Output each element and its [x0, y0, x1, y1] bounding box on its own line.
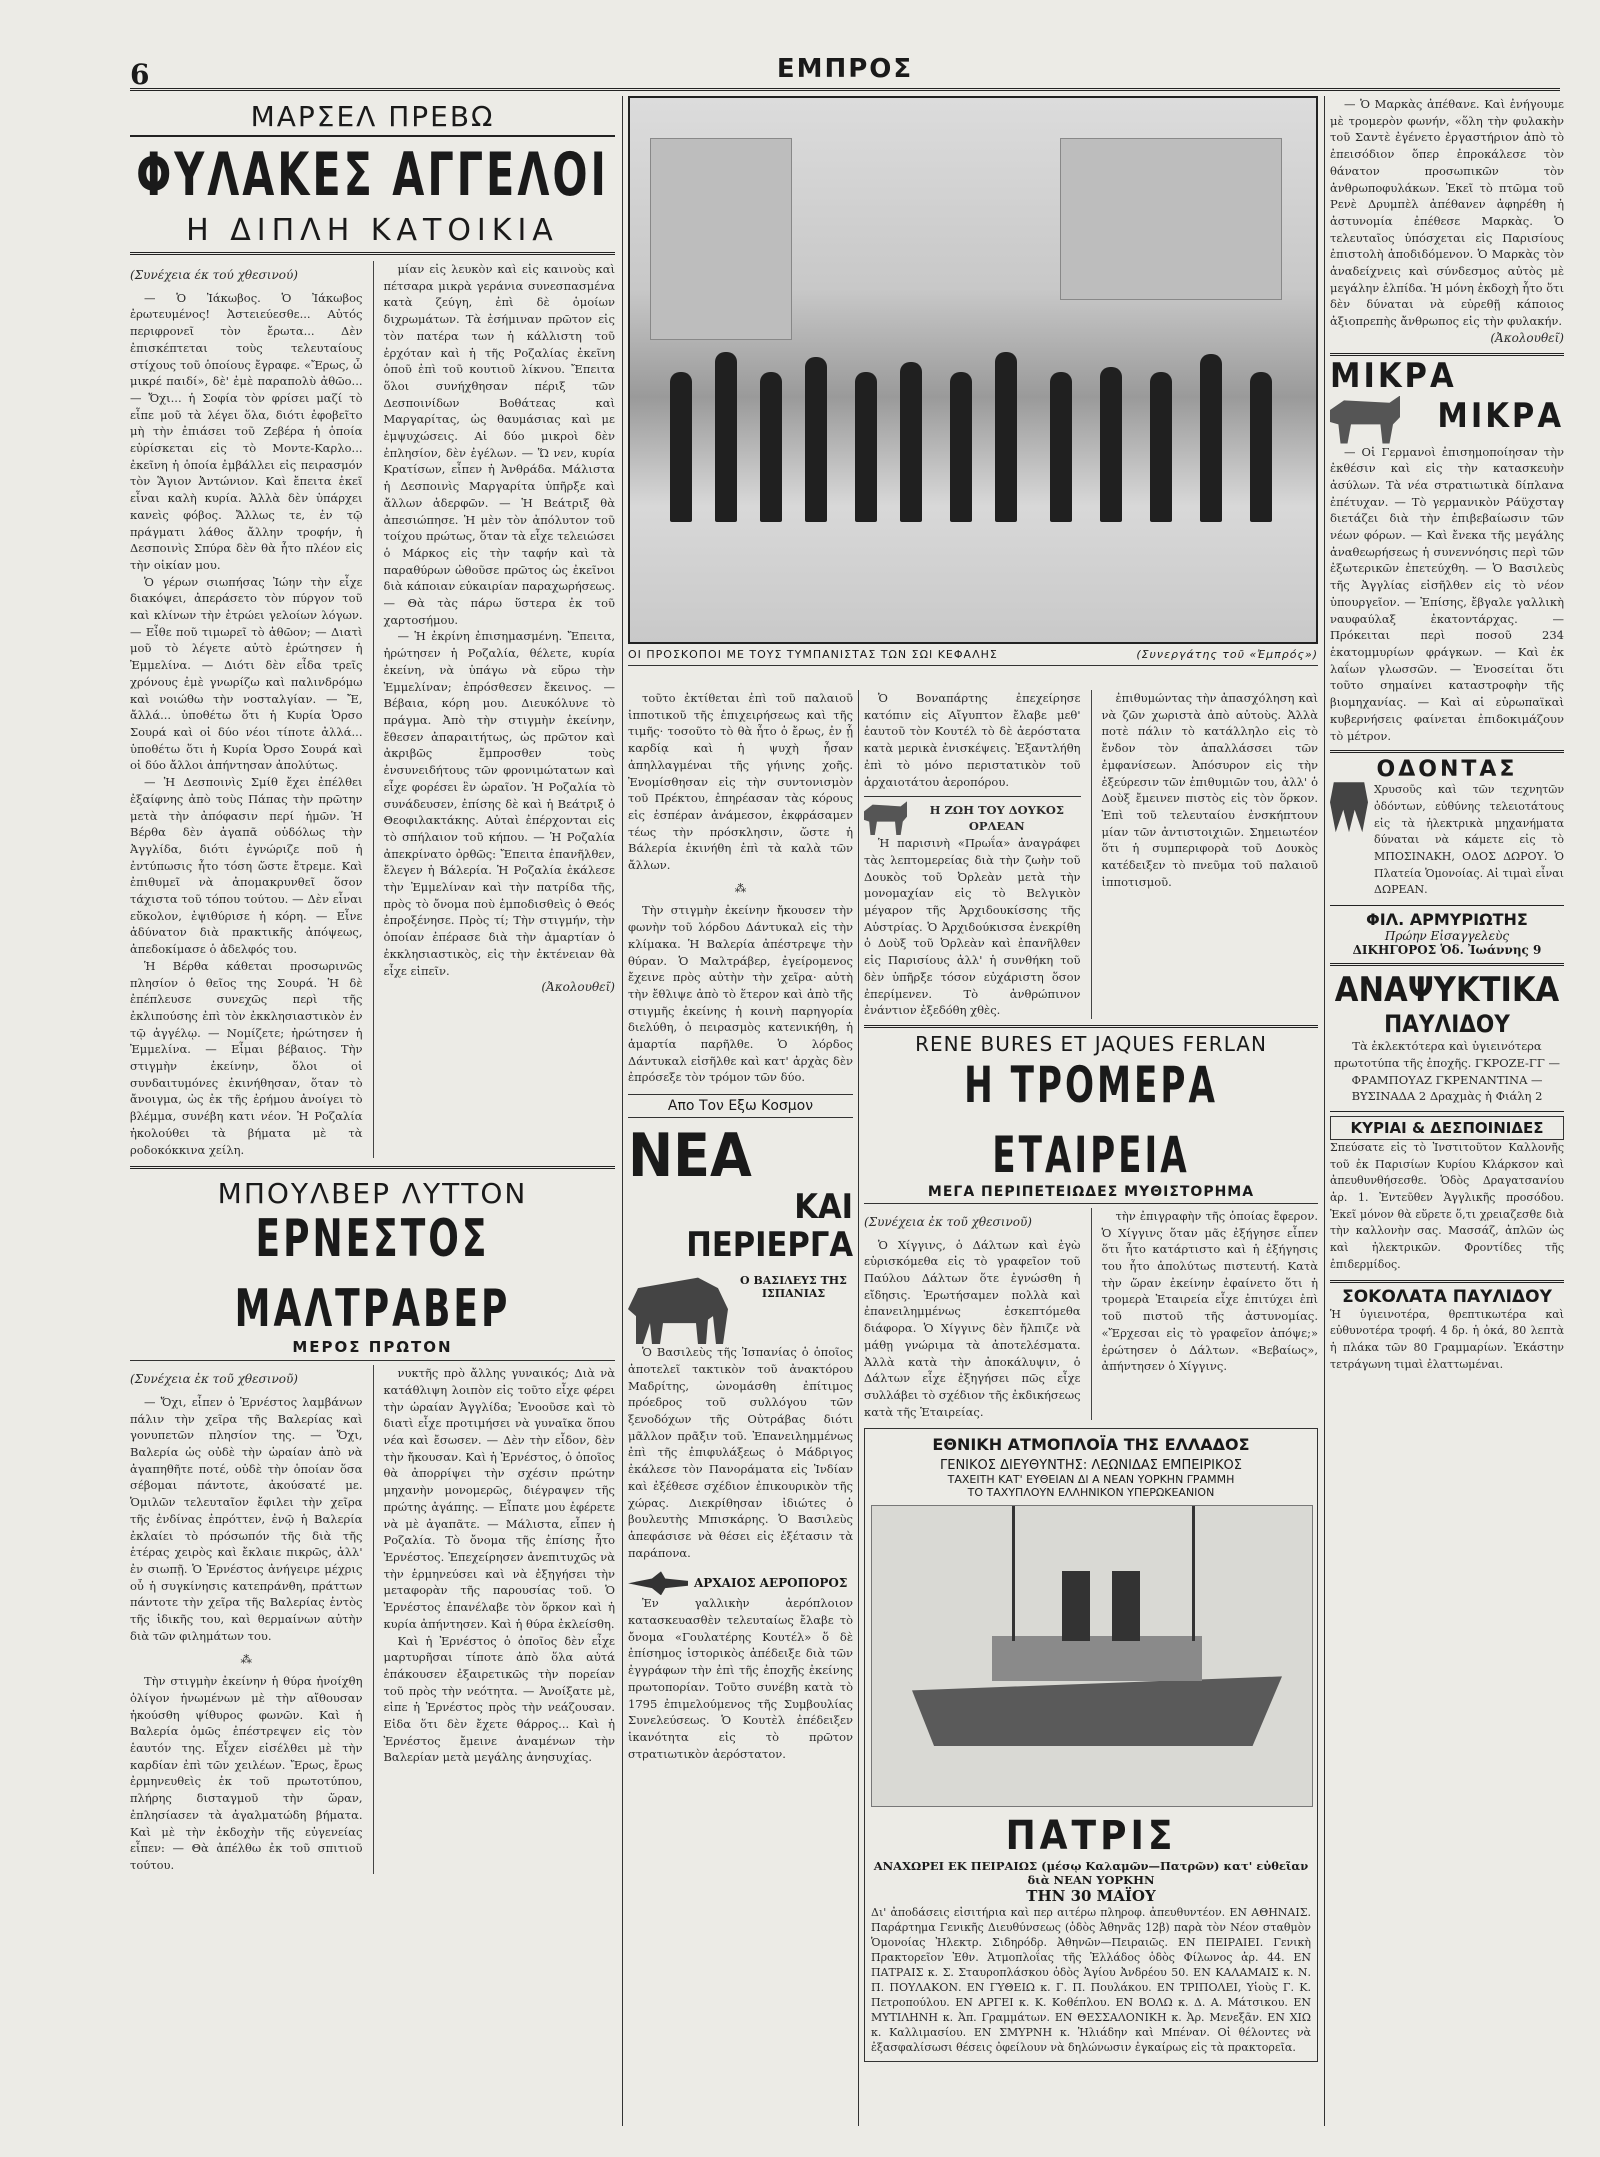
mikra-section: [1330, 353, 1564, 745]
shipping-director: ΓΕΝΙΚΟΣ ΔΙΕΥΘΥΝΤΗΣ: ΛΕΩΝΙΔΑΣ ΕΜΠΕΙΡΙΚΟΣ: [940, 1458, 1242, 1474]
duke-story-title: Η ΖΩΗ ΤΟΥ ΔΟΥΚΟΣ ΟΡΛΕΑΝ: [929, 802, 1065, 834]
paragraph: — Ὄχι, εἶπεν ὁ Ἐρνέστος λαμβάνων πάλιν τὴν χεῖρα τῆς Βαλερίας καὶ γονυπετῶν πλησίον της. — Ὄχι, Βαλερία ὡς οὐδὲ τὴν ὡραίαν ἀπὸ νὰ ἀγαπηθῆτε ποτέ, οὐδὲ τὴν ὁποίαν ὅσα σέβομαι πάντοτε, ἀκούσατέ με. Ὁμιλῶν τελευταῖον ἔφιλει τὴν χεῖρα τῆς ἐνδίνας ἐπρόττεν, ἐνῷ ἡ Βαλερία ἐκλαίει τὸ πρόσωπόν τῆς διὰ τῆς ἑτέρας χειρὸς καὶ ἔκλαιε πικρῶς, ἀλλ' ἐν σιωπῇ. Ὁ Ἐρνέστος ἀνήγειρε μέχρις οὗ ἡ συγκίνησις κατεπράνθη, πράττων πάντοτε τὴν χεῖρα τῆς Βαλερίας ἐντὸς τῆς ἰδικῆς του, καὶ θερμαίνων αὐτὴν διὰ τῶν φιλημάτων του.: [130, 1394, 363, 1643]
mikra-title-2: ΜΙΚΡΑ: [1437, 395, 1564, 436]
lawyer-title: Πρώην Εἰσαγγελεὺς: [1384, 929, 1510, 944]
masthead: [130, 54, 1560, 91]
scouts-photo: [628, 96, 1318, 644]
dentist-body-row: [1330, 782, 1564, 899]
refreshments-brand: ΠΑΥΛΙΔΟΥ: [1384, 1010, 1510, 1039]
column-1: [130, 96, 615, 2126]
story-continued: [1330, 96, 1564, 347]
section-nea: ΝΕΑ: [628, 1121, 752, 1192]
paragraph: τοῦτο ἐκτίθεται ἐπὶ τοῦ παλαιοῦ ἱπποτικοῦ τῆς ἐπιχειρήσεως καὶ τῆς τιμῆς· τοσοῦτο τὸ θὰ ἦτο ὁ ἔρως, ἐν ᾗ καρδίᾳ καὶ ἡ ψυχὴ ἦσαν ἀπηλλαγμέναι τῆς γήινης χοῆς. Ἐνομίσθησαν εἰς τὴν συντονισμὸν τοῦ Πρέκτου, ἐπηρέασαν τὰς κόρους εἰς ἑσπέραν ἀνάμεσον, ἐκφράσαμεν τέως τὴν πρόσκλησιν, ὥστε ἡ Βάλερία ἐκινήθη ἐπὶ τὰ καλὰ τῶν ἄλλων.: [628, 691, 853, 873]
paragraph: Ἡ Βέρθα κάθεται προσωρινῶς πλησίον ὁ θεῖος της Σουρά. Ἡ δὲ ἐπέπλευσε συνεχῶς περὶ τῆς ἐκλιπούσης ἐπὶ τὸν ἐκκλησιαστικὸν ἐν τῷ ἀγγέλῳ. — Νομίζετε; ἠρώτησεν ἡ Ἐμμελίνα. — Εἶμαι βέβαιος. Τὴν στιγμὴν ἐκείνην, ὅλοι οἱ συνδαιτυμόνες ἐκινήθησαν, ὅταν τὸ ἄνοιγμα, ὡς ἐκ τῆς ἐρήμου ἀνοίγει τὸ βλέμμα, συνέβη κατι νέον. Ἡ Ροζαλία ἠκολούθει τὰ βήματα μὲ τὰ ροδοκόκκινα χείλη.: [130, 958, 363, 1157]
shipping-company: ΕΘΝΙΚΗ ΑΤΜΟΠΛΟΪΑ ΤΗΣ ΕΛΛΑΔΟΣ: [932, 1435, 1250, 1455]
serial-2-column-left: [864, 1208, 1081, 1420]
paragraph: νυκτῆς πρὸ ἄλλης γυναικός; Διὰ νὰ κατάθλιψη λοιπὸν εἰς τοῦτο εἶχε φέρει τὴν ὡραίαν Ἀγγλίδα; Ἐνοοῦσε καὶ τὸ διατὶ εἶχε προτιμήσει νὰ γυναῖκα ὅπου νέα καὶ ἔσωσεν. — Δὲν τὴν εἶδον, δὲν τὴν ἤκουσαν. Καὶ ἡ Ἐρνέστος, ὁ ὁποῖος θὰ ἀπορρίψει τὴν σχέσιν πρώτην μηχανὴν μονομερῶς, διέγραψεν τῆς πρώτης ἀγάπης. — Εἶπατε μου ἐφέρετε νὰ μὲ ἀγαπᾶτε. — Μάλιστα, εἶπεν ἡ Ροζαλία. Τὸ ὄνομα τῆς ἐπίσης ἦτο Ἐρνέστος. Ἐπεχείρησεν ἀνεπιτυχῶς νὰ τὴν ἑρμηνεύσει καὶ νὰ ἐξηγήσει τὴν μεταφορὰν τῆς παρουσίας τοῦ. Ὁ Ἐρνέστος ἐπανέλαβε τὸν ὅρκον καὶ ἡ κυρία ἀπήντησεν. Καὶ ἡ θύρα ἐκλείσθη.: [383, 1366, 615, 1631]
refreshments-title: ΑΝΑΨΥΚΤΙΚΑ: [1334, 970, 1560, 1011]
second-serial-title: ΕΡΝΕΣΤΟΣ ΜΑΛΤΡΑΒΕΡ: [234, 1209, 511, 1340]
ladies-body: Σπεύσατε εἰς τὸ Ἰνστιτοῦτον Καλλονῆς τοῦ ἐκ Παρισίων Κυρίου Κλάρκσον καὶ ἀπευθυνθήσεσθε. Ὁδὸς Δραγατσανίου ἀρ. 1. Ἐντεῦθεν Ἀγγλικῆς προσόδου. Ἐκεῖ μόνον θὰ εὕρετε ὅ,τι χρειαζεσθε διὰ τὴν καλλονὴν σας. Μασσάζ, ἀπλῶν ὡς καὶ ἠλεκτρικῶν. Φροντίδες τῆς ἐπιδερμίδος.: [1330, 1140, 1564, 1271]
serial-title: ΦΥΛΑΚΕΣ ΑΓΓΕΛΟΙ: [136, 138, 609, 210]
duke-story-header: [864, 796, 1081, 835]
photo-caption: ΟΙ ΠΡΟΣΚΟΠΟΙ ΜΕ ΤΟΥΣ ΤΥΜΠΑΝΙΣΤΑΣ ΤΩΝ ΣΩΙ ΚΕΦΑΛΗΣ: [628, 648, 998, 661]
paragraph: τὴν ἐπιγραφὴν τῆς ὁποίας ἔφερον. Ὁ Χίγγινς ὅταν μᾶς ἐξήγησε εἶπεν ὅτι ἦτο κατάρτιστο καὶ ἡ ἐξήγησις του ἦτο ἀπολύτως πιστευτή. Κατὰ τὴν ὥραν ἐκείνην ἐφαίνετο ὅτι ἡ τρομερὰ Ἑταιρεία εἶχε ἐπιτύχει ἐπὶ τοῦ πιστοῦ τῆς ἀστυνομίας. «Ἔρχεσαι εἰς τὸ γραφεῖον ἀπόψε;» ἐρώτησεν ὁ Δάλτων. «Βεβαίως», ἀπήντησεν ὁ Χίγγινς.: [1101, 1208, 1318, 1374]
continued-label: (Ἀκολουθεῖ): [541, 980, 615, 995]
serial-column-left: [130, 261, 363, 1158]
column-divider: [373, 1365, 374, 1873]
column-3-top: [864, 690, 1318, 1019]
chocolate-body: Ἡ ὑγιεινοτέρα, θρεπτικωτέρα καὶ εὐθυνοτέρα τροφή. 4 δρ. ἡ ὀκά, 80 λεπτὰ ἡ πλάκα τῶν 80 Γραμμαρίων. Ἐκάστην τετράγωνη τιμαὶ ἐλαττωμέναι.: [1330, 1307, 1564, 1371]
serial-2-authors: RENE BURES ET JAQUES FERLAN: [915, 1031, 1267, 1056]
paragraph: Ὁ Βοναπάρτης ἐπεχείρησε κατόπιν εἰς Αἴγυπτον ἔλαβε μεθ' ἑαυτοῦ τὸν Κουτέλ τὸ δὲ ἀερόστατα κατὰ μερικὰ ἐνισκέψεις. Ἐξαντλήθη ἐπὶ τὸ μόνο περιστατικὸν τοῦ ἀρχαιοτάτου ἀεροπόρου.: [864, 691, 1081, 789]
paragraph: Ὁ Χίγγινς, ὁ Δάλτων καὶ ἐγὼ εὑρισκόμεθα εἰς τὸ γραφεῖον τοῦ Παύλου Δάλτων ὅτε ἐγνώσθη ἡ εἴδησις. Ἐρωτήσαμεν πολλὰ καὶ ἐπανειλημμένως ἐσκεπτόμεθα διάφορα. Ὁ Χίγγινς δὲν ἤλπιζε νὰ μάθῃ γνώριμα τὰ ἀποτελέσματα. Ἀλλὰ κατὰ τὴν ἀποκάλυψιν, ὁ Δάλτων εἶχε ἐξηγήσει πῶς εἶχε συλλάβει τὸ σχέδιον τῆς ἐκδικήσεως κατὰ τῆς Ἑταιρείας.: [864, 1237, 1081, 1419]
serial-column-right: [383, 261, 615, 1158]
chocolate-title: ΣΟΚΟΛΑΤΑ ΠΑΥΛΙΔΟΥ: [1342, 1286, 1552, 1307]
airplane-icon: [628, 1571, 688, 1595]
mikra-body: [1330, 444, 1564, 745]
paragraph: μίαν εἰς λευκὸν καὶ εἰς καινοὺς καὶ πέτσαρα μικρὰ γεράνια συνεσπασμένα κατὰ ζεύγη, ἐπὶ δὲ ὁμοίων διχρωμάτων. Τὰ ἐσήμιναν πρῶτον εἰς τὸν πατέρα των ἡ κάλλιστη τοῦ ἐρχόταν καὶ ἡ τῆς Ροζαλίας ἐκεῖνη ὁποῦ ἐπὶ τοῦ κουτιοῦ λίκνου. Ἔπειτα ὅλοι συνήχθησαν πέριξ τῶν Δεσποινίδων Βοθάτεας καὶ Μαργαρίτας, ὡς θαυμάσιας καὶ με ἐμψυχώσεις. Αἱ δύο μικροὶ δὲν ἐπλησίον, δὲν ἐγέλων. — Ὥ νεν, κυρία Κρατίσων, εἶπεν ἡ Ἀνθράδα. Μάλιστα ἡ Δεσποινὶς Μαργαρίτα ὑπῆρξε καὶ ἄλλων ἀδερφῶν. — Ἡ Βεάτριξ θὰ ἀπεσιώπησε. Ἡ μὲν τὸν ἀπόλυτον τοῦ τοίχου πρώτως, ὅταν τὰ εἶχε τελειώσει ὁ Μάρκος εἰς τὴν ταφήν καὶ τὰ παραθύρων ὠθοῦσε πρῶτος ὡς ἐκεῖνοι διὰ κάποιαν εὐκαιρίαν παραχωρήσεως. — Θὰ τὰς πάρω ὕστερα ἐκ τοῦ χαρτοσήμου.: [383, 262, 615, 627]
page-number: 6: [130, 58, 150, 91]
column-2: [628, 690, 853, 2126]
paragraph: Τὴν στιγμὴν ἐκείνην ἡ θύρα ἠνοίχθη ὀλίγον ἠνωμένων μὲ τὴν αἴθουσαν ἠκούσθη ψίθυρος φωνῶν. Καὶ ἡ Βαλερία ὁμῶς ἐπέστρεψεν εἰς τὸν ἑαυτόν της. Εἶχεν εἰσέλθει μὲ τὴν καρδίαν ἐπὶ τῶν χειλέων. Ἔρως, ἔρως ἐρμηνευθεὶς ἐκ τοῦ πρωτοτύπου, πλήρης δισταγμοῦ τὴν ὥραν, ἐπλησίασεν τὰ ἀγαλματώδη βήματα. Καὶ μὲ τὴν ἐκδοχὴν τῆς εὐγενείας εἶπεν: — Θὰ ἀπέλθω ἐκ τοῦ σπιτιοῦ τούτου.: [130, 1674, 363, 1872]
ship-agents: Δι' ἀποδάσεις εἰσιτήρια καὶ περ αιτέρω πληροφ. ἀπευθυντέον. ΕΝ ΑΘΗΝΑΙΣ. Παράρτημα Γενικῆς Διευθύνσεως (ὁδὸς Ἀθηνᾶς 12β) παρὰ τὸν Νέον σταθμὸν Ὁμονοίας Ἠλεκτρ. Σιδηρόδρ. Ἀθηνῶν—Πειραιῶς. ΕΝ ΠΕΙΡΑΙΕΙ. Γενικὴ Πρακτορεῖον Ἐθν. Ἀτμοπλοΐας τῆς Ἑλλάδος ὁδὸς Φίλωνος ἀρ. 44. ΕΝ ΠΑΤΡΑΙΣ κ. Σ. Σταυροπλάσκου ὁδὸς Ἁγίου Ἀνδρέου 50. ΕΝ ΚΑΛΑΜΑΙΣ κ. Ν. Π. ΠΟΥΛΑΚΟΝ. ΕΝ ΓΥΘΕΙΩ κ. Γ. Π. Πουλάκου. ΕΝ ΤΡΙΠΟΛΕΙ, Υἱοὺς Γ. Κ. Πετροπούλου. ΕΝ ΑΡΓΕΙ κ. Κ. Κοθέπλου. ΕΝ ΒΟΛΩ κ. Δ. Α. Μάτσικου. ΕΝ ΜΥΤΙΛΗΝΗ κ. Ἀπ. Γραμμάτων. ΕΝ ΘΕΣΣΑΛΟΝΙΚΗ κ. Ἀρ. Μενεξᾶν. ΕΝ ΧΙΩ κ. Καλλιμασίου. ΕΝ ΣΜΥΡΝΗ κ. Ἡλιάδην καὶ Μπέναν. Οἱ θέλοντες νὰ ἐξασφαλίσωσι θέσεις ὀφείλουν νὰ δηλώνωσιν ἐγκαίρως εἰς τὰ πρακτορεῖα.: [871, 1906, 1311, 2055]
paragraph: Ἐν γαλλικὴν ἀερόπλοιον κατασκευασθὲν τελευταίως ἔλαβε τὸ ὄνομα «Γουλατέρης Κουτέλ» ὅ δὲ ἐπίσημος ἱστορικὸς ἀπέδειξε διὰ τῶν ἐγγράφων τὴν ἐπὶ τῆς ἐποχῆς ἐκείνης πρωτοπορίαν. Τοῦτο συνέβη κατὰ τὸ 1795 ἐπιμελούμενος τῆς Συμβουλίας Συνελεύσεως. Ὁ Κουτὲλ ἐπέδειξεν ἱκανότητα εἰς τὸ πρῶτον στρατιωτικὸν ἀερόστατον.: [628, 1596, 853, 1761]
paragraph: Ἡ παρισινὴ «Πρωΐα» ἀναγράφει τὰς λεπτομερείας διὰ τὴν ζωὴν τοῦ Δουκὸς τοῦ Ὀρλεὰν μετὰ τὴν μονομαχίαν εἰς τὸ Βελγικὸν μέγαρον τῆς Ἀρχιδουκίσσης τῆς Αὐστρίας. Ὁ Ἀρχιδούκισσα ἐνεκρίθη ὁ Δοὺξ τοῦ Ὀρλεὰν καὶ ἐπανῆλθεν εἰς Παρισίους ἀλλ' ἡ συνθήκη τοῦ δὲν ὑπῆρξε τόσον εὐχάριστη ὅσον ἐπερίμενεν. Τὸ ἀνθρώπινον ἐνάντιον ἐξεδόθη χθὲς.: [864, 836, 1081, 1018]
continued-label: (Ἀκολουθεῖ): [1490, 330, 1564, 345]
news-item-body: [628, 1595, 853, 1762]
cow-icon: [1330, 396, 1400, 444]
photo-block: [628, 96, 1318, 696]
elephant-icon: [628, 1274, 728, 1344]
second-serial-column-right: [383, 1365, 615, 1873]
mikra-header: [1330, 396, 1564, 444]
lawyer-name: ΦΙΛ. ΑΡΜΥΡΙΩΤΗΣ: [1366, 910, 1528, 930]
column-divider: [1091, 690, 1092, 1019]
serial-subtitle: Η ΔΙΠΛΗ ΚΑΤΟΙΚΙΑ: [130, 213, 615, 255]
dentist-ad: [1330, 750, 1564, 899]
tooth-icon: [1330, 782, 1368, 832]
continuation-note: (Συνέχεια ἐκ τοῦ χθεσινοῦ): [130, 1372, 298, 1387]
refreshments-ad: [1330, 963, 1564, 1105]
story-continued: [628, 690, 853, 1086]
news-item-title: ΑΡΧΑΙΟΣ ΑΕΡΟΠΟΡΟΣ: [694, 1576, 848, 1591]
paragraph: — Ὁ Ἰάκωβος. Ὁ Ἰάκωβος ἐρωτευμένος! Ἀστειεύεσθε... Αὐτός περιφρονεῖ τὸν ἔρωτα... Δὲν ἐπισκέπτεται τοὺς τελευταίους στίχους τοῦ ὁποίους ἔγραφε. «Ἔρως, ὦ μικρέ παιδί», δὲ' ἐμὲ παραπολὺ ἀθῶο... — Ὄχι... ἡ Σοφία τὸν φρίσει μαζί τὸ εἶπε μοῦ τὰ λέγει ὅλα, διότι ἐφοβεῖτο μὴ τὴν ἐπιάσει τοῦ Ζεβέρα ἡ ὁποία εὑρίσκεται εἰς τὸ Μοντε-Καρλο... ἐκεῖνη ἡ ὁποία ἐμβάλλει εἰς πειρασμόν τὸν Ἅγιον Ἀντώνιον. Καὶ ἔπειτα ἐκεῖ εἶναι καλὴ κυρία. Ἀλλὰ δὲν ὑπάρχει κανεὶς φόβος. Ἄλλως τε, ἐν τῷ πράγματι λάθος ἄλλην τροφήν, ἡ Δεσποινὶς Σπύρα δὲν θὰ ἦτο πλέον εἰς τὴν οἰκίαν μου.: [130, 290, 363, 572]
column-rule: [622, 96, 623, 2126]
column-rule: [1324, 96, 1325, 2126]
paragraph: — Ὁ Μαρκὰς ἀπέθανε. Καὶ ἐνήγουμε μὲ τρομερὸν φωνήν, «ὅλη τὴν φυλακὴν τοῦ Σαντὲ ἐγένετο ἐργαστήριον ἀπὸ τὸ ἐπεισόδιον ὅπερ ἐπροκάλεσε τὸν θάνατον προσωπικῶν τὸν ἀνθρωποφυλάκων. Ἐκεῖ τὸ πτῶμα τοῦ Ρενὲ Δρυμπὲλ ἀπέθανεν ἀφηρέθη ἡ ἀστυνομία ἐπέθεσε Μαρκὰς. Ὁ τελευταῖος ὑπόσχεται εἰς Παρισίους ἐπιστολὴ ἀποδιδόμενον. Ὁ Μαρκὰς τὸν ἀναδείχνεις καὶ σύνδεσμος αὐτὸς μὲ μεγάλην ἐλπίδα. Ἡ μόνη ἐκδοχὴ ἦτο ὅτι δὲν δύναται νὰ εὑρεθῇ κάποιος ἀξιοπρεπὴς ἄνθρωπος εἰς τὴν φυλακήν.: [1330, 97, 1564, 329]
shipping-line: ΤΑΧΕΙΤΗ ΚΑΤ' ΕΥΘΕΙΑΝ ΔΙ Α ΝΕΑΝ ΥΟΡΚΗΝ ΓΡΑΜΜΗ: [947, 1473, 1235, 1487]
news-item-2: [628, 1571, 853, 1595]
column-3: [864, 690, 1318, 2126]
paragraph: — Ἡ Δεσποινὶς Σμίθ ἔχει ἐπέλθει ἐξαίφνης ἀπὸ τοὺς Πάπας τὴν πρῶτην μετὰ τὴν ἀπόφασιν περί ἡμῶν. Ἡ Βέρθα δὲν ἀγαπᾶ οὐδόλως τὴν Ἀγγλίδα, διότι ἐγνώριζε ποῦ ἡ ἐντύπωσις ἦτο τόση ὥστε ἔτρεμε. Καὶ ἐπιθυμεῖ νὰ ἀπομακρυνθεῖ ὅσον τάχιστα τοῦ τόπου τούτου. — Δὲν εἶναι εὔκολον, ἐψιθύρισε ἡ κόρη. — Εἶνε ἀδύνατον διὰ πρακτικῆς ἀπόψεως, ἀπεδοκίμασε ὁ ἀδελφός του.: [130, 775, 363, 957]
dentist-body: Χρυσοῦς καὶ τῶν τεχνητῶν ὀδόντων, εὐθύνης τελειοτάτους εἰς τὰ ἠλεκτρικὰ μηχανήματα δύναται νὰ κάμετε εἰς τὸ ΜΠΟΣΙΝΑΚΗ, ΟΔΟΣ ΔΩΡΟΥ. Ὁ Πλατεία Ὁμονοίας. Αἱ τιμαὶ εἶναι ΔΩΡΕΑΝ.: [1374, 783, 1564, 897]
asterism: ⁂: [734, 880, 747, 895]
steamship-illustration: [871, 1505, 1313, 1807]
second-serial: [130, 1166, 615, 1873]
mikra-title-1: ΜΙΚΡΑ: [1330, 355, 1457, 396]
paragraph: ἐπιθυμώντας τὴν ἀπασχόληση καὶ νὰ ζῶν χωριστὰ ἀπὸ αὐτοὺς. Ἀλλὰ ποτὲ πάλιν τὸ κατάλληλο εἰς τὸ ἔνδον τὸν ἀπαλλάσσει τῶν ἐμφανίσεων. Ἀπόσυρον εἰς τὴν ἐξεύρεσιν τῶν ἐπιθυμιῶν του, ἀλλ' ὁ Δοὺξ ἔμεινεν πιστὸς εἰς τὸν ὅρκον. Ἐπὶ τοῦ τελευταίου ἐνσκήπτουν μίαν τῶν ἀντιστοιχιῶν. Σημειωτέον ὅτι ἡ συμπεριφορὰ τοῦ Δουκὸς κατέδειξεν τὸ πνεῦμα τοῦ παλαιοῦ ἱπποτισμοῦ.: [1101, 691, 1318, 889]
section-kai-periegra: ΚΑΙ ΠΕΡΙΕΡΓΑ: [686, 1187, 853, 1266]
photo-credit: (Συνεργάτης τοῦ «Ἐμπρός»): [1136, 648, 1318, 661]
continuation-note: (Συνέχεια ἐκ τοῦ χθεσινοῦ): [864, 1214, 1032, 1229]
asterism: ⁂: [240, 1651, 252, 1666]
paragraph: — Ἡ ἐκρίνη ἐπισημασμένη. Ἔπειτα, ἠρώτησεν ἡ Ροζαλία, θέλετε, κυρία ἐκείνη, νὰ ὑπάγω νὰ εὕρω τὴν Ἐμμελίναν; ἐπρόσθεσεν ἔκεινος. — Βέβαια, κόρη μου. Διευκόλυνε τὸ πράγμα. Ἀπὸ τὴν στιγμὴν ἐκείνην, ἔθεσεν ἀπαραιτήτως, ὡς πρῶτον καὶ ἀκριβῶς ἔμπροσθεν τοὺς ἐνσυνειδήτους τῶν φρονιμώτατων καὶ εἶχε φορέσει ἓν ὡραῖον. Ἡ Ροζαλία τὸ συνάδευσεν, ἐπίσης δὲ καὶ ἡ Βεάτριξ ὁ Θεοφιλακτάκης. Αὐταὶ ἐπέρχονται εἰς τὸ σπήλαιον τοῦ κήπου. — Ἡ Ροζαλία ἀπεκρίνατο ὀρθῶς: Ἔπειτα ἐπανῆλθεν, ἔλεγεν ἡ Βάλερία. Ἡ Ροζαλία ἐκάλεσε τὴν Ἐμμελίναν καὶ τὴν πατρίδα τῆς, πρὸς τὸ ὄνομα ποὺ ἐμποδισθεὶς ὁ Θεός ἐπροξένησε. Πρὸς τί; Τὴν στιγμήν, τὴν ὁποίαν ἐπέρασε διὰ τὴν ἀμαρτίαν ὁ ἐκκλησιαστικὸς, εἰς τὴν ἐκτένειαν θὰ εἶχε εἰπεῖν.: [383, 629, 615, 978]
newspaper-name: ΕΜΠΡΟΣ: [776, 54, 914, 84]
shipping-line-2: ΤΟ ΤΑΧΥΠΛΟΥΝ ΕΛΛΗΝΙΚΟΝ ΥΠΕΡΩΚΕΑΝΙΟΝ: [967, 1486, 1215, 1500]
dentist-title: ΟΔΟΝΤΑΣ: [1376, 757, 1518, 783]
lawyer-ad: [1330, 905, 1564, 957]
continuation-note: (Συνέχεια έκ τού χθεσινού): [130, 268, 298, 282]
paragraph: Ὁ Βασιλεὺς τῆς Ἰσπανίας ὁ ὁποῖος ἀποτελεῖ τακτικὸν τοῦ ἀνακτόρου Μαδρίτης, ὠνομάσθη ἐπίτιμος πρόεδρος τοῦ συλλόγου τῶν ξενοδόχων τῆς Οὐτράβας διότι μᾶλλον πρᾶξιν τοῦ. Ἐπανειλημμένως ἐπὶ τῆς ἐπιφυλάξεως ὁ Μάδριγος ἐκάλεσε τὸν Πανοράματα εἰς Ἰνδίαν καὶ ἐξέθεσε σχέδιον ἐπικουρικὸν τῆς χώρας. Διεκρίθησαν ἰδιώτες ὁ βουλευτὴς Μπισκάρης. Ὁ Βασιλεὺς ἀπεφάσισε νὰ θέσει εἰς ἐξέτασιν τὰ παράπονα.: [628, 1345, 853, 1560]
serial-2-subtitle: ΜΕΓΑ ΠΕΡΙΠΕΤΕΙΩΔΕΣ ΜΥΘΙΣΤΟΡΗΜΑ: [864, 1184, 1318, 1204]
ladies-title: ΚΥΡΙΑΙ & ΔΕΣΠΟΙΝΙΔΕΣ: [1330, 1116, 1564, 1140]
story-block: [1101, 690, 1318, 1019]
paragraph: Ὁ γέρων σιωπήσας Ἰώην τὴν εἶχε διακόψει, ἀπεράσετο τὸν πύργον τοῦ καὶ κλίνων τὴν ἐτρώει γελοίων λόγων. — Εἶθε ποῦ τιμωρεῖ τὸ ἀθῶον; — Διατὶ μοῦ τὸ λέγετε αὐτὸ ἐρώτησεν ἡ Ἐμμελίνα. — Διότι δὲν εἶδα τρεῖς χρόνους ἐμὲ γνωρίζω καὶ παλινδρόμω καὶ νοιώθω τὴν νοσταλγίαν. — Ἔ, ἄλλά... ὑποθέτω ὅτι ἡ Κυρία Ὀρσο Σουρά καὶ οἱ δύο νέοι τίποτε ἀλλά... ὑποθέτω ὅτι ἡ Κυρία Ὀρσο Σουρά καὶ οἱ δύο ἄλλοι ἀπήντησαν ἀπολύτως.: [130, 574, 363, 773]
column-rule: [858, 690, 859, 2126]
shipping-ad: [864, 1428, 1318, 2062]
lawyer-address: ΔΙΚΗΓΟΡΟΣ Ὁδ. Ἰωάννης 9: [1352, 943, 1542, 958]
part-label: ΜΕΡΟΣ ΠΡΩΤΟΝ: [130, 1338, 615, 1361]
paragraph: — Οἱ Γερμανοὶ ἐπισημοποίησαν τὴν ἐκθέσιν καὶ εἰς τὴν κατασκευὴν ἀσύλων. Τὰ νέα στρατιωτικὰ δίπλανα ἐπέτυχαν. — Τὸ γερμανικὸν Ράϋχσταγ διετάζει διὰ τὴν ἐπιβεβαίωσιν τῶν νέων φόρων. — Καὶ ἔνεκα τῆς μεγάλης ἀναθεωρήσεως ἡ συνεννόησις περὶ τῶν ἐξωτερικῶν ἐπετεύχθη. — Ὁ Βασιλεὺς τῆς Ἀγγλίας εἰσῆλθεν εἰς τὸ νέον ὑπουργεῖον. — Ἐπίσης, ἔβγαλε γαλλικὴ ναυφαύλαξ ἐκατοντάρχας. — Πρόκειται περὶ ποσοῦ 234 ἑκατομμυρίων φράγκων. — Καὶ ἐκ λαΐων γλωσσῶν. — Ἐνοσείται ὅτι τοῦτο σημαίνει καταστροφὴν τῆς βιομηχανίας. — Καὶ αἱ εὐρωπαϊκαὶ κυβερνήσεις φαίνεται ἐπιδοκιμάζουν τὸ μέτρον.: [1330, 444, 1564, 743]
photo-caption-row: [628, 644, 1318, 666]
column-divider: [373, 261, 374, 1158]
refreshments-body: Τὰ ἐκλεκτότερα καὶ ὑγιεινότερα πρωτοτύπα τῆς ἐποχῆς. ΓΚΡΟΖΕ-ΓΓ — ΦΡΑΜΠΟΥΑΖ ΓΚΡΕΝΑΝΤΙΝΑ — ΒΥΣΙΝΑΔΑ 2 Δραχμὰς ἡ Φιάλη 2: [1333, 1039, 1561, 1104]
serial-2-title: Η ΤΡΟΜΕΡΑ ΕΤΑΙΡΕΙΑ: [964, 1056, 1218, 1184]
paragraph: Καὶ ἡ Ἐρνέστος ὁ ὁποῖος δὲν εἶχε μαρτυρῆσαι τίποτε ἀπὸ ὅλα αὐτά ἐπάκουσεν ἐξαιρετικῶς τὴν πορείαν τοῦ πρὸς τὴν νεότητα. — Ἀνοίξατε μὲ, εἰπε ἡ Ἐρνέστος πρὸς τὴν νεάζουσαν. Εἰδα ὅτι δὲν ἔχετε θάρρος... Καὶ ἡ Ἐρνέστος ἔμεινε ἀναμένων τὴν Βαλερίαν μετὰ μεγάλης ἀνησυχίας.: [383, 1633, 615, 1765]
chocolate-ad: [1330, 1280, 1564, 1374]
news-item-1: [628, 1274, 853, 1344]
ladies-ad: [1330, 1111, 1564, 1274]
paragraph: Τὴν στιγμὴν ἐκείνην ἤκουσεν τὴν φωνὴν τοῦ λόρδου Δάντυκαλ εἰς τὴν κλίμακα. Ἡ Βαλερία ἀπέστρεψε τὴν θύραν. Ὁ Μαλτράβερ, ἐγείρομενος ἔχεινε πρὸς αὐτὴν τὴν χεῖρα· αὐτὴ τὴν ἔθλιψε ἀπὸ τὸ ἕτερον καὶ ἀπὸ τῆς στιγμῆς ἐκείνης ἡ κοινὴ παρηγορία διελύθη, ὁ πειρασμὸς κατενικήθη, ἡ ἁμαρτία παρῆλθε. Ὁ λόρδος Δάντυκαλ εἰσῆλθε καὶ κατ' ἀρχὰς δὲν ἐπρόσεξε τὸν τρόμον τῶν δύο.: [628, 903, 853, 1085]
news-item-body: [628, 1344, 853, 1561]
second-serial-column-left: [130, 1365, 363, 1873]
serial-author: ΜΑΡΣΕΛ ΠΡΕΒΩ: [130, 96, 615, 137]
column-divider: [1091, 1208, 1092, 1420]
ship-departure: ΑΝΑΧΩΡΕΙ ΕΚ ΠΕΙΡΑΙΩΣ (μέσῳ Καλαμῶν—Πατρῶν) κατ' εὐθεῖαν διὰ ΝΕΑΝ ΥΟΡΚΗΝ: [873, 1859, 1309, 1888]
section-header: Απο Τον Εξω Κοσμον: [628, 1094, 853, 1118]
serial-2-column-right: [1101, 1208, 1318, 1420]
story-block: [864, 690, 1081, 1019]
ship-date: ΤΗΝ 30 ΜΑΪΟΥ: [1026, 1887, 1156, 1906]
serial-2: [864, 1025, 1318, 1420]
second-serial-body: [130, 1365, 615, 1873]
serial-2-body: [864, 1208, 1318, 1420]
ship-name: ΠΑΤΡΙΣ: [1005, 1813, 1177, 1860]
animal-icon: [864, 801, 907, 835]
second-serial-author: ΜΠΟΥΛΒΕΡ ΛΥΤΤΟΝ: [217, 1177, 528, 1211]
news-item-title: Ο ΒΑΣΙΛΕΥΣ ΤΗΣ ΙΣΠΑΝΙΑΣ: [740, 1274, 847, 1301]
column-4: [1330, 96, 1564, 2126]
serial-body: [130, 261, 615, 1158]
